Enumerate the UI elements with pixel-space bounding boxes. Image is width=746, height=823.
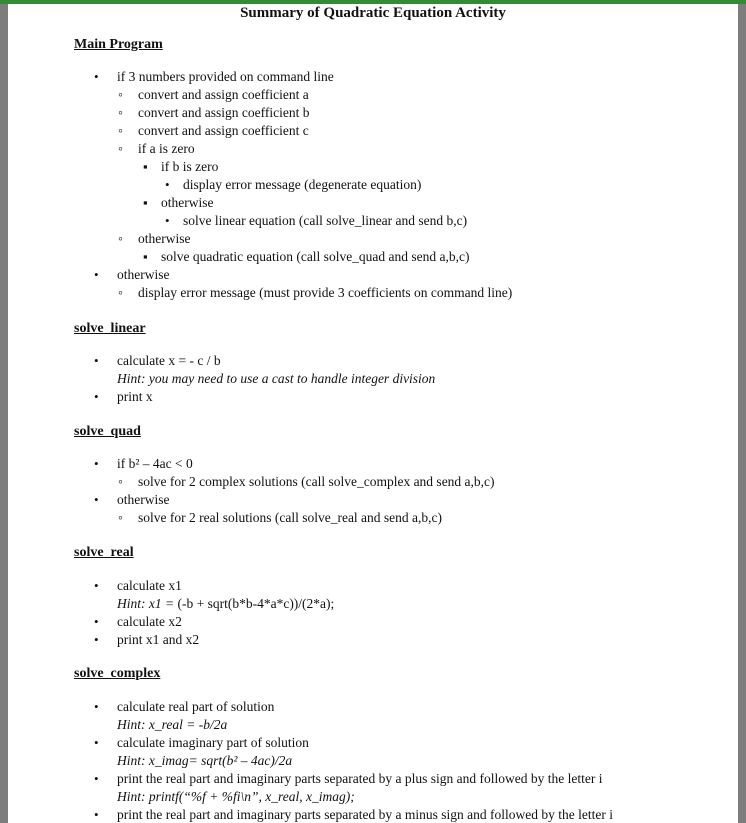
- quad-line-2: solve for 2 complex solutions (call solve_complex and send a,b,c): [138, 474, 495, 489]
- bullet-icon: [94, 613, 99, 631]
- section-heading-real: solve_real: [74, 545, 134, 560]
- document-page: [8, 4, 738, 823]
- real-hint-1: [117, 595, 334, 613]
- complex-hint-2: Hint: x_imag= sqrt(b² – 4ac)/2a: [117, 753, 293, 768]
- linear-line-2: print x: [117, 389, 153, 404]
- quad-line-1: if b² – 4ac < 0: [117, 456, 193, 471]
- bullet-icon: [94, 698, 99, 716]
- bullet-icon: [94, 68, 99, 86]
- circle-bullet-icon: [118, 122, 123, 141]
- bullet-icon: [165, 212, 170, 230]
- circle-bullet-icon: [118, 86, 123, 105]
- section-heading-quad: solve_quad: [74, 424, 141, 439]
- real-line-2: calculate x2: [117, 614, 182, 629]
- section-heading-linear: solve_linear: [74, 321, 146, 336]
- main-line-11: solve quadratic equation (call solve_quad and send a,b,c): [161, 249, 470, 264]
- bullet-icon: [94, 770, 99, 788]
- bullet-icon: [94, 806, 99, 823]
- main-line-13: display error message (must provide 3 coefficients on command line): [138, 285, 513, 300]
- main-line-6: if b is zero: [161, 159, 219, 174]
- linear-hint-1: Hint: you may need to use a cast to handle integer division: [117, 371, 436, 386]
- complex-hint-3: Hint: printf(“%f + %fi\n”, x_real, x_imag);: [117, 789, 355, 804]
- complex-line-2: calculate imaginary part of solution: [117, 735, 309, 750]
- document-title: Summary of Quadratic Equation Activity: [240, 5, 506, 21]
- main-line-4: convert and assign coefficient c: [138, 123, 309, 138]
- real-line-3: print x1 and x2: [117, 632, 200, 647]
- real-hint-code: (-b + sqrt(b*b-4*a*c))/(2*a);: [177, 596, 335, 611]
- quad-line-3: otherwise: [117, 492, 170, 507]
- main-line-1: if 3 numbers provided on command line: [117, 69, 334, 84]
- linear-line-1: calculate x = - c / b: [117, 353, 221, 368]
- circle-bullet-icon: [118, 104, 123, 123]
- bullet-icon: [94, 266, 99, 284]
- bullet-icon: [94, 455, 99, 473]
- main-line-8: otherwise: [161, 195, 214, 210]
- main-line-5: if a is zero: [138, 141, 195, 156]
- complex-hint-1: Hint: x_real = -b/2a: [117, 717, 228, 732]
- circle-bullet-icon: [118, 230, 123, 249]
- bullet-icon: [94, 734, 99, 752]
- complex-line-1: calculate real part of solution: [117, 699, 275, 714]
- square-bullet-icon: [143, 248, 148, 266]
- real-hint-label: Hint: x1 =: [117, 596, 178, 611]
- square-bullet-icon: [143, 194, 148, 212]
- main-line-7: display error message (degenerate equation): [183, 177, 422, 192]
- circle-bullet-icon: [118, 140, 123, 159]
- main-line-3: convert and assign coefficient b: [138, 105, 310, 120]
- main-line-12: otherwise: [117, 267, 170, 282]
- complex-line-3: print the real part and imaginary parts separated by a plus sign and followed by the letter i: [117, 771, 603, 786]
- bullet-icon: [94, 352, 99, 370]
- quad-line-4: solve for 2 real solutions (call solve_real and send a,b,c): [138, 510, 443, 525]
- bullet-icon: [94, 491, 99, 509]
- bullet-icon: [94, 577, 99, 595]
- bullet-icon: [165, 176, 170, 194]
- section-heading-main: Main Program: [74, 37, 163, 52]
- square-bullet-icon: [143, 158, 148, 176]
- bullet-icon: [94, 631, 99, 649]
- complex-line-4: print the real part and imaginary parts separated by a minus sign and followed by the letter i: [117, 807, 613, 822]
- circle-bullet-icon: [118, 284, 123, 303]
- main-line-10: otherwise: [138, 231, 191, 246]
- circle-bullet-icon: [118, 509, 123, 528]
- real-line-1: calculate x1: [117, 578, 182, 593]
- section-heading-complex: solve_complex: [74, 666, 161, 681]
- main-line-9: solve linear equation (call solve_linear and send b,c): [183, 213, 468, 228]
- circle-bullet-icon: [118, 473, 123, 492]
- bullet-icon: [94, 388, 99, 406]
- main-line-2: convert and assign coefficient a: [138, 87, 309, 102]
